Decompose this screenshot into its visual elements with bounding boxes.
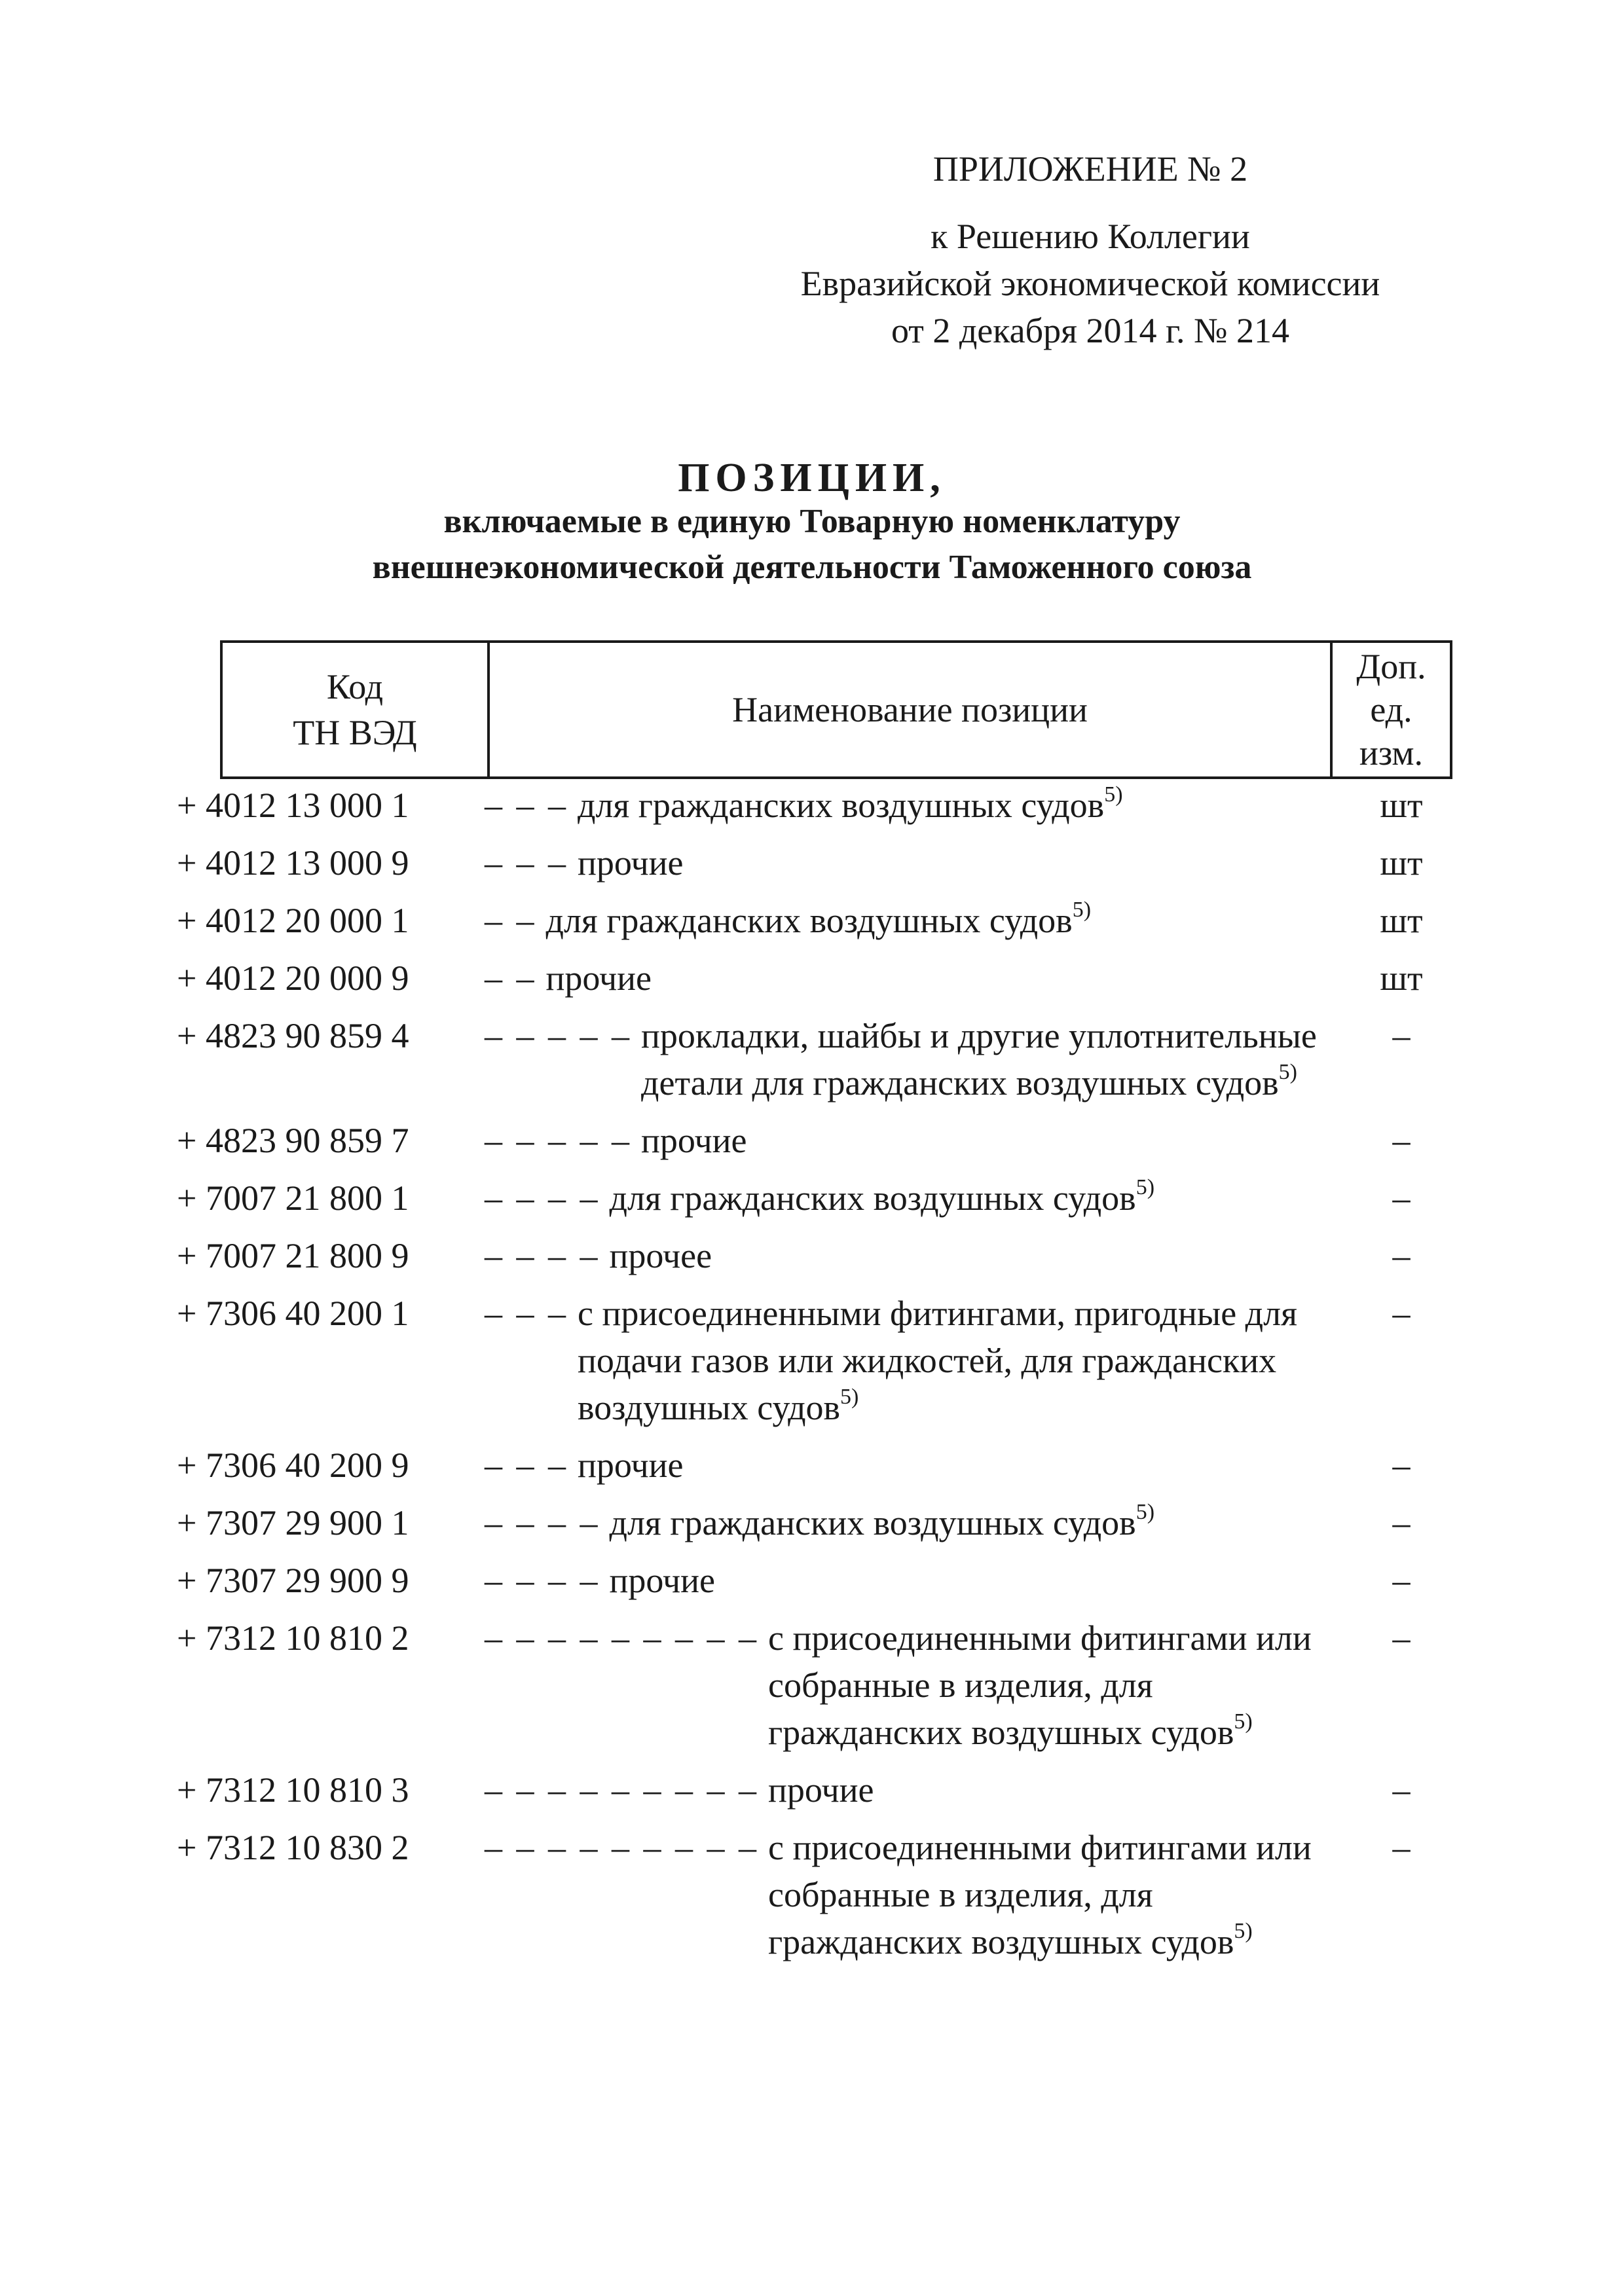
table-row: [177, 1175, 1460, 1222]
row-name-text: [578, 1442, 1342, 1489]
row-code: + 4823 90 859 7: [177, 1121, 409, 1160]
row-name-text: [610, 1175, 1343, 1222]
table-row: [177, 1557, 1460, 1604]
row-level-dashes: – – –: [485, 786, 568, 825]
column-header-code-line-1: Код: [326, 667, 384, 706]
row-name-body: прочие: [641, 1121, 747, 1160]
table-row: [177, 1232, 1460, 1279]
footnote-marker: 5): [1072, 898, 1092, 922]
row-code: + 4012 20 000 9: [177, 958, 409, 998]
row-code: + 4012 13 000 9: [177, 843, 409, 883]
row-name: [485, 1117, 1342, 1164]
row-unit: –: [1392, 1178, 1411, 1218]
row-name-body: прочие: [578, 1446, 684, 1485]
row-name: [485, 839, 1342, 886]
row-level-dashes: – – – –: [485, 1236, 600, 1275]
row-name: [485, 1766, 1342, 1813]
row-level-dashes: – – –: [485, 1294, 568, 1333]
row-unit: шт: [1380, 843, 1423, 883]
row-name-text: [610, 1557, 1343, 1604]
row-name-text: [546, 955, 1343, 1002]
row-code: + 7306 40 200 1: [177, 1294, 409, 1333]
row-unit: шт: [1380, 786, 1423, 825]
row-name-text: [768, 1766, 1342, 1813]
row-level-dashes: – – – – –: [485, 1016, 632, 1055]
table-row: [177, 1442, 1460, 1489]
table-row: [177, 897, 1460, 944]
row-name-body: прочие: [609, 1561, 716, 1600]
row-name-body: с присоединенными фитингами, пригодные для подачи газов или жидкостей, для гражданских воздушных судов: [578, 1294, 1297, 1427]
row-level-dashes: – – – – –: [485, 1121, 632, 1160]
footnote-marker: 5): [1135, 1500, 1155, 1524]
table-row: [177, 1614, 1460, 1756]
row-code: + 7312 10 810 3: [177, 1770, 409, 1810]
row-code: + 4012 20 000 1: [177, 901, 409, 940]
row-name: [485, 1290, 1342, 1431]
column-header-unit-line-1: Доп.: [1356, 647, 1426, 686]
table-row: [177, 1766, 1460, 1813]
column-header-code-line-2: ТН ВЭД: [293, 713, 417, 752]
row-unit: –: [1392, 1294, 1411, 1333]
row-name-text: [578, 839, 1342, 886]
table-body: [177, 782, 1460, 1976]
row-code: + 7312 10 830 2: [177, 1828, 409, 1867]
column-header-unit-line-3: изм.: [1359, 733, 1424, 773]
column-header-name: [490, 643, 1333, 776]
row-name-text: [641, 1012, 1342, 1106]
row-name-text: [610, 1232, 1343, 1279]
row-name: [485, 1614, 1342, 1756]
row-level-dashes: – – – –: [485, 1561, 600, 1600]
table-row: [177, 1012, 1460, 1106]
row-unit: –: [1392, 1561, 1411, 1600]
row-level-dashes: – – –: [485, 1446, 568, 1485]
appendix-ref-line-2: Евразийской экономической комиссии: [800, 264, 1380, 303]
row-name-body: для гражданских воздушных судов: [578, 786, 1105, 825]
table-row: [177, 839, 1460, 886]
table-row: [177, 955, 1460, 1002]
footnote-marker: 5): [1278, 1060, 1297, 1084]
footnote-marker: 5): [1135, 1175, 1155, 1199]
row-name: [485, 782, 1342, 829]
document-subtitle-line-2: внешнеэкономической деятельности Таможенного союза: [372, 549, 1252, 586]
appendix-reference: [753, 213, 1428, 354]
table-row: [177, 1824, 1460, 1965]
row-code: + 7307 29 900 1: [177, 1503, 409, 1542]
row-name-body: прокладки, шайбы и другие уплотнительные детали для гражданских воздушных судов: [641, 1016, 1317, 1102]
row-unit: –: [1392, 1446, 1411, 1485]
row-name: [485, 1232, 1342, 1279]
row-level-dashes: – – – –: [485, 1178, 600, 1218]
row-name: [485, 955, 1342, 1002]
row-name-body: прочие: [578, 843, 684, 883]
row-name-text: [610, 1499, 1343, 1546]
row-name: [485, 1442, 1342, 1489]
row-name-text: [578, 1290, 1342, 1431]
row-name-body: для гражданских воздушных судов: [609, 1503, 1136, 1542]
row-unit: шт: [1380, 901, 1423, 940]
row-name-body: для гражданских воздушных судов: [545, 901, 1073, 940]
row-name-body: прочие: [768, 1770, 874, 1810]
document-subtitle: [0, 499, 1624, 591]
row-level-dashes: – – –: [485, 843, 568, 883]
row-unit: –: [1392, 1236, 1411, 1275]
row-unit: –: [1392, 1828, 1411, 1867]
row-unit: шт: [1380, 958, 1423, 998]
row-name: [485, 1012, 1342, 1106]
row-level-dashes: – –: [485, 958, 537, 998]
appendix-ref-line-3: от 2 декабря 2014 г. № 214: [891, 311, 1290, 350]
row-name: [485, 1499, 1342, 1546]
row-code: + 4823 90 859 4: [177, 1016, 409, 1055]
table-row: [177, 1499, 1460, 1546]
row-unit: –: [1392, 1618, 1411, 1658]
row-code: + 7007 21 800 9: [177, 1236, 409, 1275]
footnote-marker: 5): [1234, 1919, 1253, 1943]
row-unit: –: [1392, 1016, 1411, 1055]
row-code: + 7306 40 200 9: [177, 1446, 409, 1485]
row-code: + 7007 21 800 1: [177, 1178, 409, 1218]
row-level-dashes: – – – – – – – – –: [485, 1828, 759, 1867]
row-name-body: прочее: [609, 1236, 712, 1275]
table-header: [220, 640, 1452, 779]
row-name-body: с присоединенными фитингами или собранные в изделия, для гражданских воздушных судов: [768, 1828, 1312, 1961]
row-name: [485, 1557, 1342, 1604]
column-header-name-text: Наименование позиции: [732, 690, 1088, 729]
row-level-dashes: – – – –: [485, 1503, 600, 1542]
row-name: [485, 1175, 1342, 1222]
row-code: + 7312 10 810 2: [177, 1618, 409, 1658]
row-name-body: с присоединенными фитингами или собранные в изделия, для гражданских воздушных судов: [768, 1618, 1312, 1752]
row-name: [485, 897, 1342, 944]
row-name-text: [546, 897, 1343, 944]
table-row: [177, 1290, 1460, 1431]
column-header-code: [223, 643, 490, 776]
appendix-ref-line-1: к Решению Коллегии: [931, 217, 1250, 256]
document-title: ПОЗИЦИИ,: [678, 456, 946, 500]
footnote-marker: 5): [840, 1385, 859, 1409]
row-code: + 4012 13 000 1: [177, 786, 409, 825]
row-level-dashes: – – – – – – – – –: [485, 1618, 759, 1658]
table-row: [177, 782, 1460, 829]
row-code: + 7307 29 900 9: [177, 1561, 409, 1600]
table-row: [177, 1117, 1460, 1164]
row-unit: –: [1392, 1503, 1411, 1542]
row-name-body: для гражданских воздушных судов: [609, 1178, 1136, 1218]
row-name-text: [578, 782, 1342, 829]
row-level-dashes: – – – – – – – – –: [485, 1770, 759, 1810]
row-name-text: [768, 1824, 1342, 1965]
document-subtitle-line-1: включаемые в единую Товарную номенклатуру: [443, 503, 1181, 540]
row-unit: –: [1392, 1770, 1411, 1810]
appendix-title: [753, 145, 1428, 192]
row-name: [485, 1824, 1342, 1965]
row-unit: –: [1392, 1121, 1411, 1160]
row-name-text: [641, 1117, 1342, 1164]
row-name-text: [768, 1614, 1342, 1756]
appendix-title-text: ПРИЛОЖЕНИЕ № 2: [932, 149, 1248, 189]
footnote-marker: 5): [1104, 782, 1123, 807]
row-level-dashes: – –: [485, 901, 537, 940]
column-header-unit-line-2: ед.: [1370, 690, 1412, 729]
column-header-unit: [1333, 643, 1450, 776]
row-name-body: прочие: [545, 958, 652, 998]
footnote-marker: 5): [1234, 1709, 1253, 1734]
